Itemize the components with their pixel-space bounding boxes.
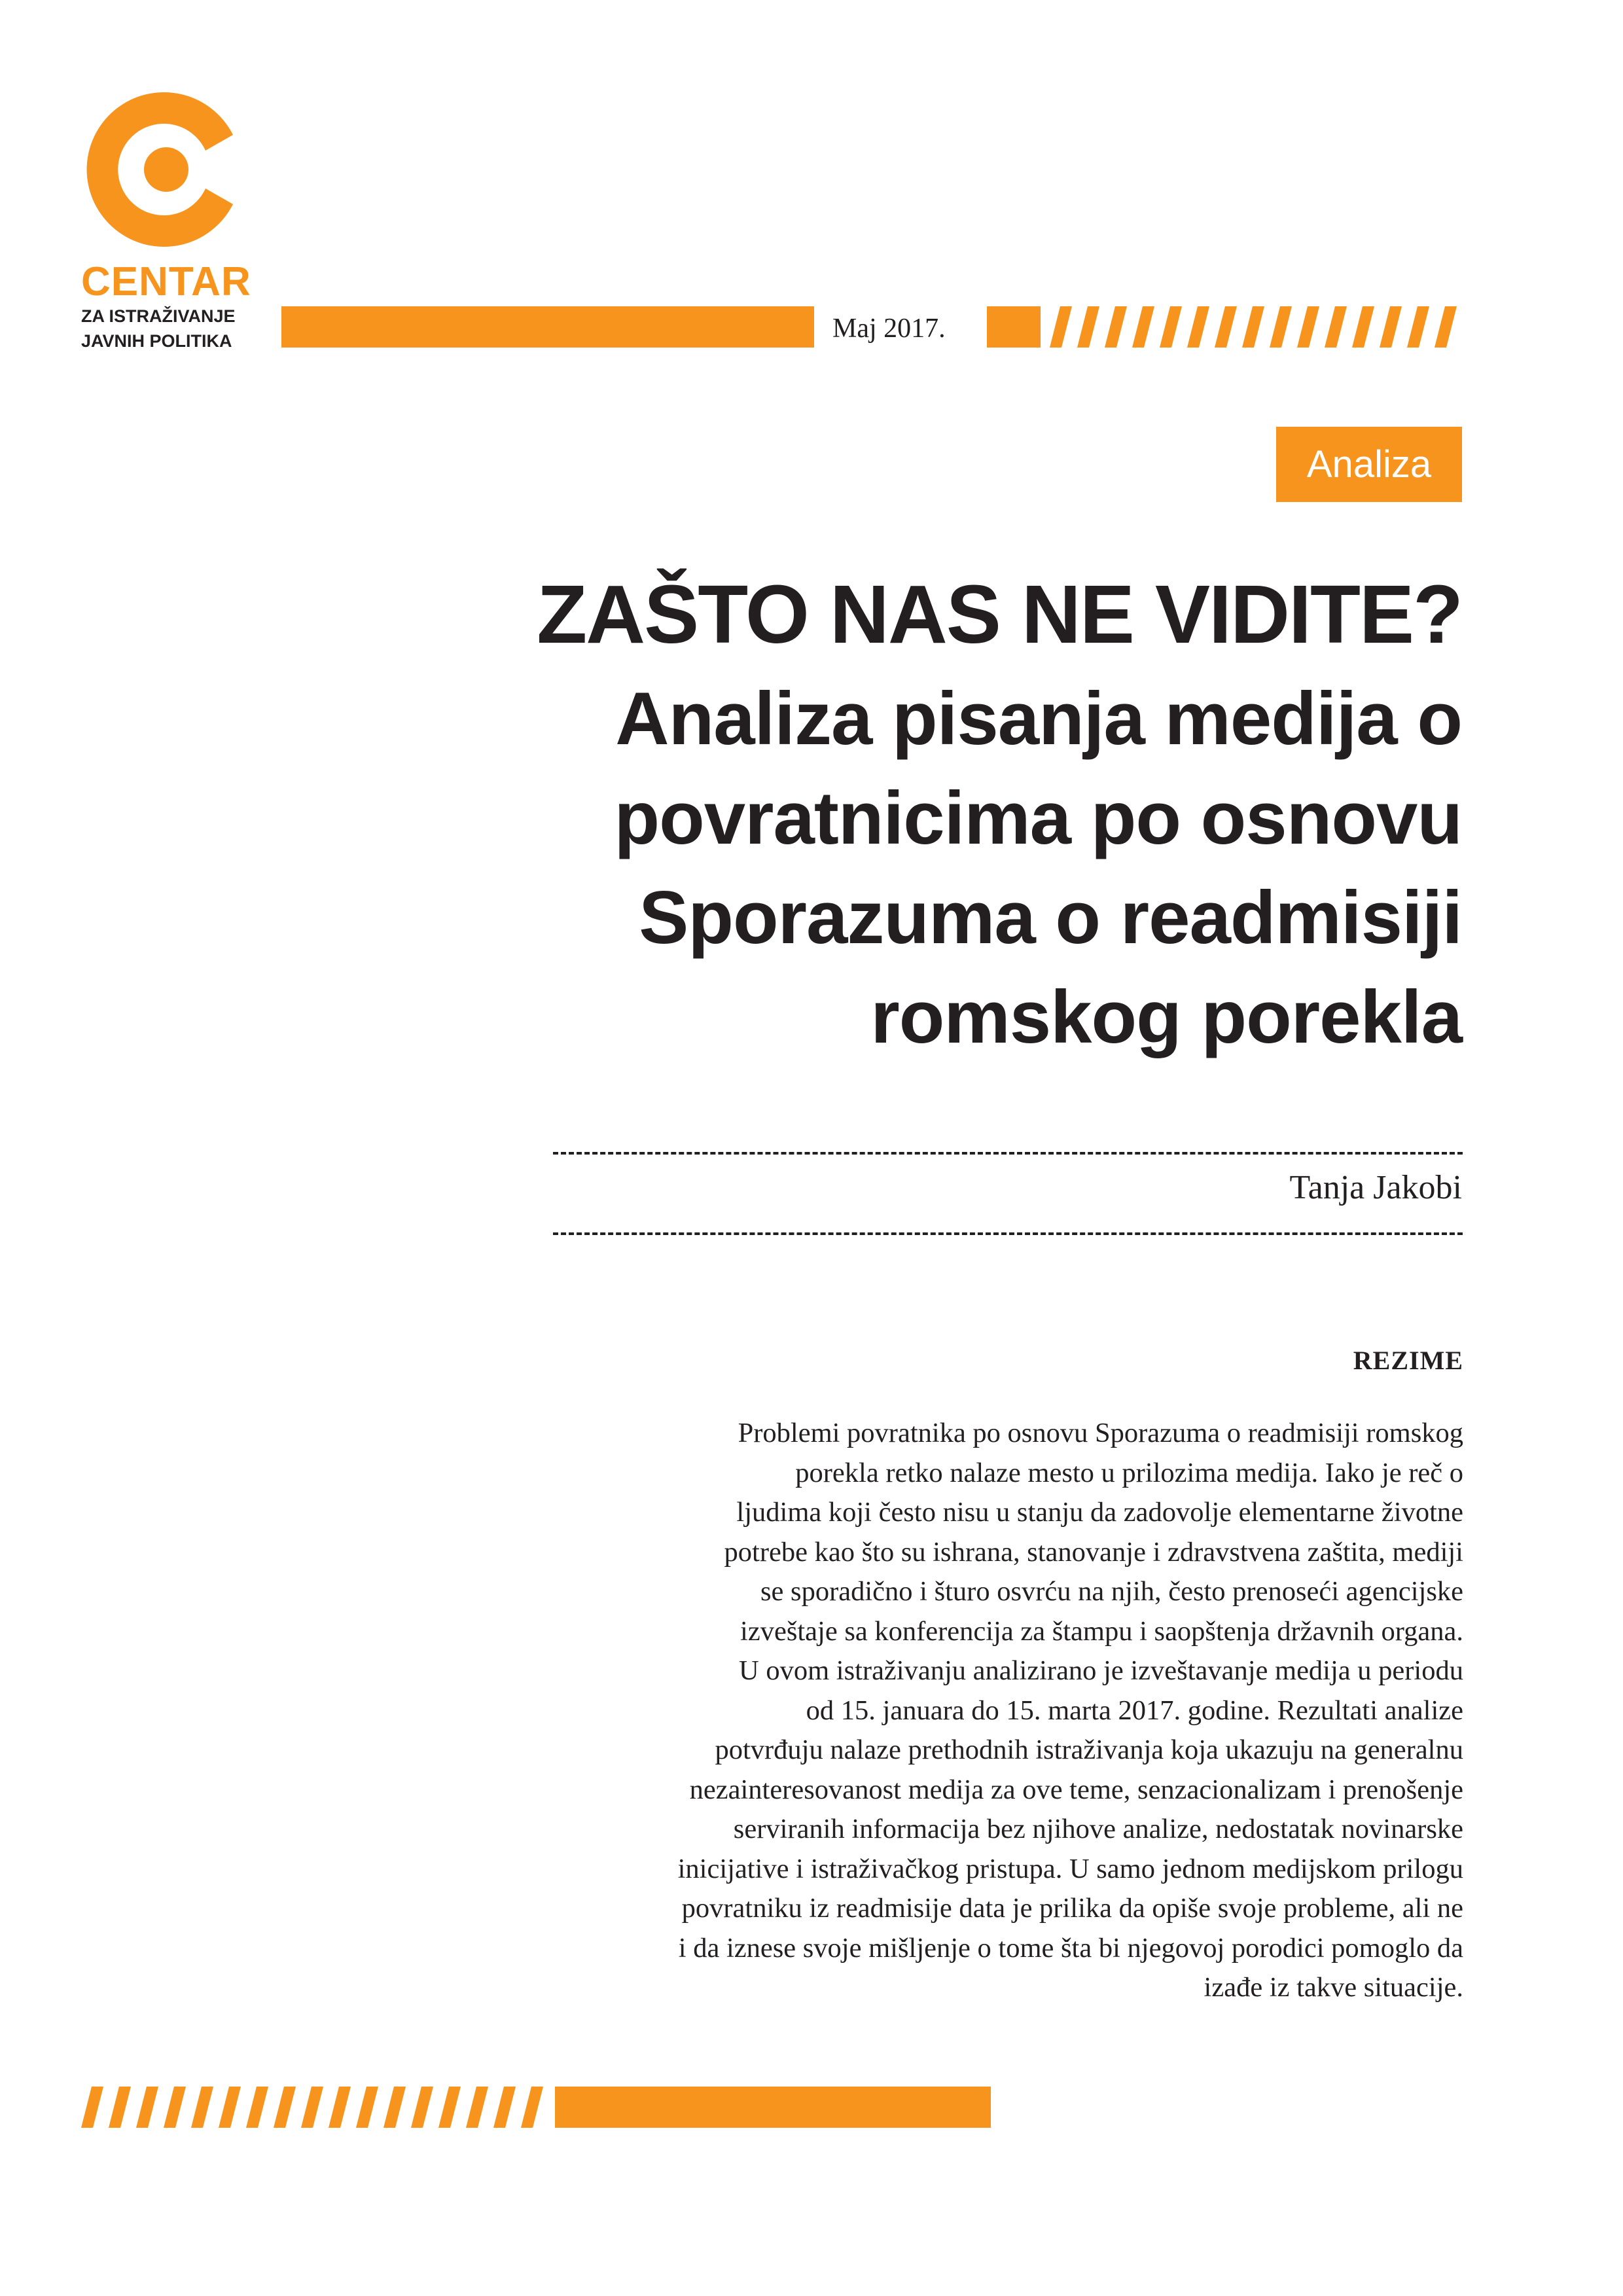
summary-line: nezainteresovanost medija za ove teme, senzacionalizam i prenošenje — [689, 1774, 1463, 1805]
logo-subtitle-line2: JAVNIH POLITIKA — [81, 331, 232, 351]
document-title — [415, 560, 1462, 1067]
summary-line: izađe iz takve situacije. — [1204, 1972, 1463, 2003]
summary-line: povratniku iz readmisije data je prilika da opiše svoje probleme, ali ne — [681, 1893, 1463, 1924]
footer-stripe-bar — [81, 2087, 991, 2128]
logo-subtitle-line1: ZA ISTRAŽIVANJE — [81, 306, 236, 326]
summary-line: izveštaje sa konferencija za štampu i saopštenja državnih organa. — [740, 1615, 1463, 1647]
author-divider-bottom — [553, 1232, 1463, 1235]
title-subtitle-line: romskog porekla — [870, 976, 1462, 1059]
title-subtitle-line: Sporazuma o readmisiji — [639, 876, 1462, 960]
publication-date: Maj 2017. — [832, 314, 946, 344]
summary-heading: REZIME — [1353, 1346, 1463, 1375]
author-name: Tanja Jakobi — [1289, 1169, 1462, 1206]
summary-line: Problemi povratnika po osnovu Sporazuma o readmisiji romskog — [738, 1418, 1463, 1448]
title-subtitle-line: povratnicima po osnovu — [614, 777, 1462, 860]
document-type-badge: Analiza — [1276, 427, 1462, 502]
title-main: ZAŠTO NAS NE VIDITE? — [537, 568, 1462, 660]
summary-line: serviranih informacija bez njihove analize, nedostatak novinarske — [733, 1814, 1463, 1844]
summary-line: se sporadično i šturo osvrću na njih, često prenoseći agencijske — [760, 1576, 1463, 1607]
title-subtitle-line: Analiza pisanja medija o — [615, 677, 1462, 761]
summary-line: potvrđuju nalaze prethodnih istraživanja koja ukazuju na generalnu — [715, 1734, 1463, 1765]
header-bar — [281, 306, 814, 348]
header-stripe-bar — [987, 306, 1463, 348]
summary-line: potrebe kao što su ishrana, stanovanje i zdravstvena zaštita, mediji — [724, 1536, 1463, 1568]
author-divider-top — [553, 1152, 1463, 1155]
summary-line: i da iznese svoje mišljenje o tome šta bi njegovoj porodici pomoglo da — [678, 1932, 1463, 1964]
logo-name: CENTAR — [81, 259, 251, 304]
logo-mark-icon — [81, 81, 251, 258]
summary-line: U ovom istraživanju analizirano je izveštavanje medija u periodu — [739, 1655, 1463, 1686]
summary-line: inicijative i istraživačkog pristupa. U samo jednom medijskom prilogu — [677, 1853, 1463, 1884]
summary-line: ljudima koji često nisu u stanju da zadovolje elementarne životne — [736, 1497, 1463, 1528]
summary-line: od 15. januara do 15. marta 2017. godine. Rezultati analize — [806, 1695, 1463, 1726]
summary-line: porekla retko nalaze mesto u prilozima medija. Iako je reč o — [795, 1457, 1463, 1488]
summary-text — [521, 1414, 1463, 2008]
